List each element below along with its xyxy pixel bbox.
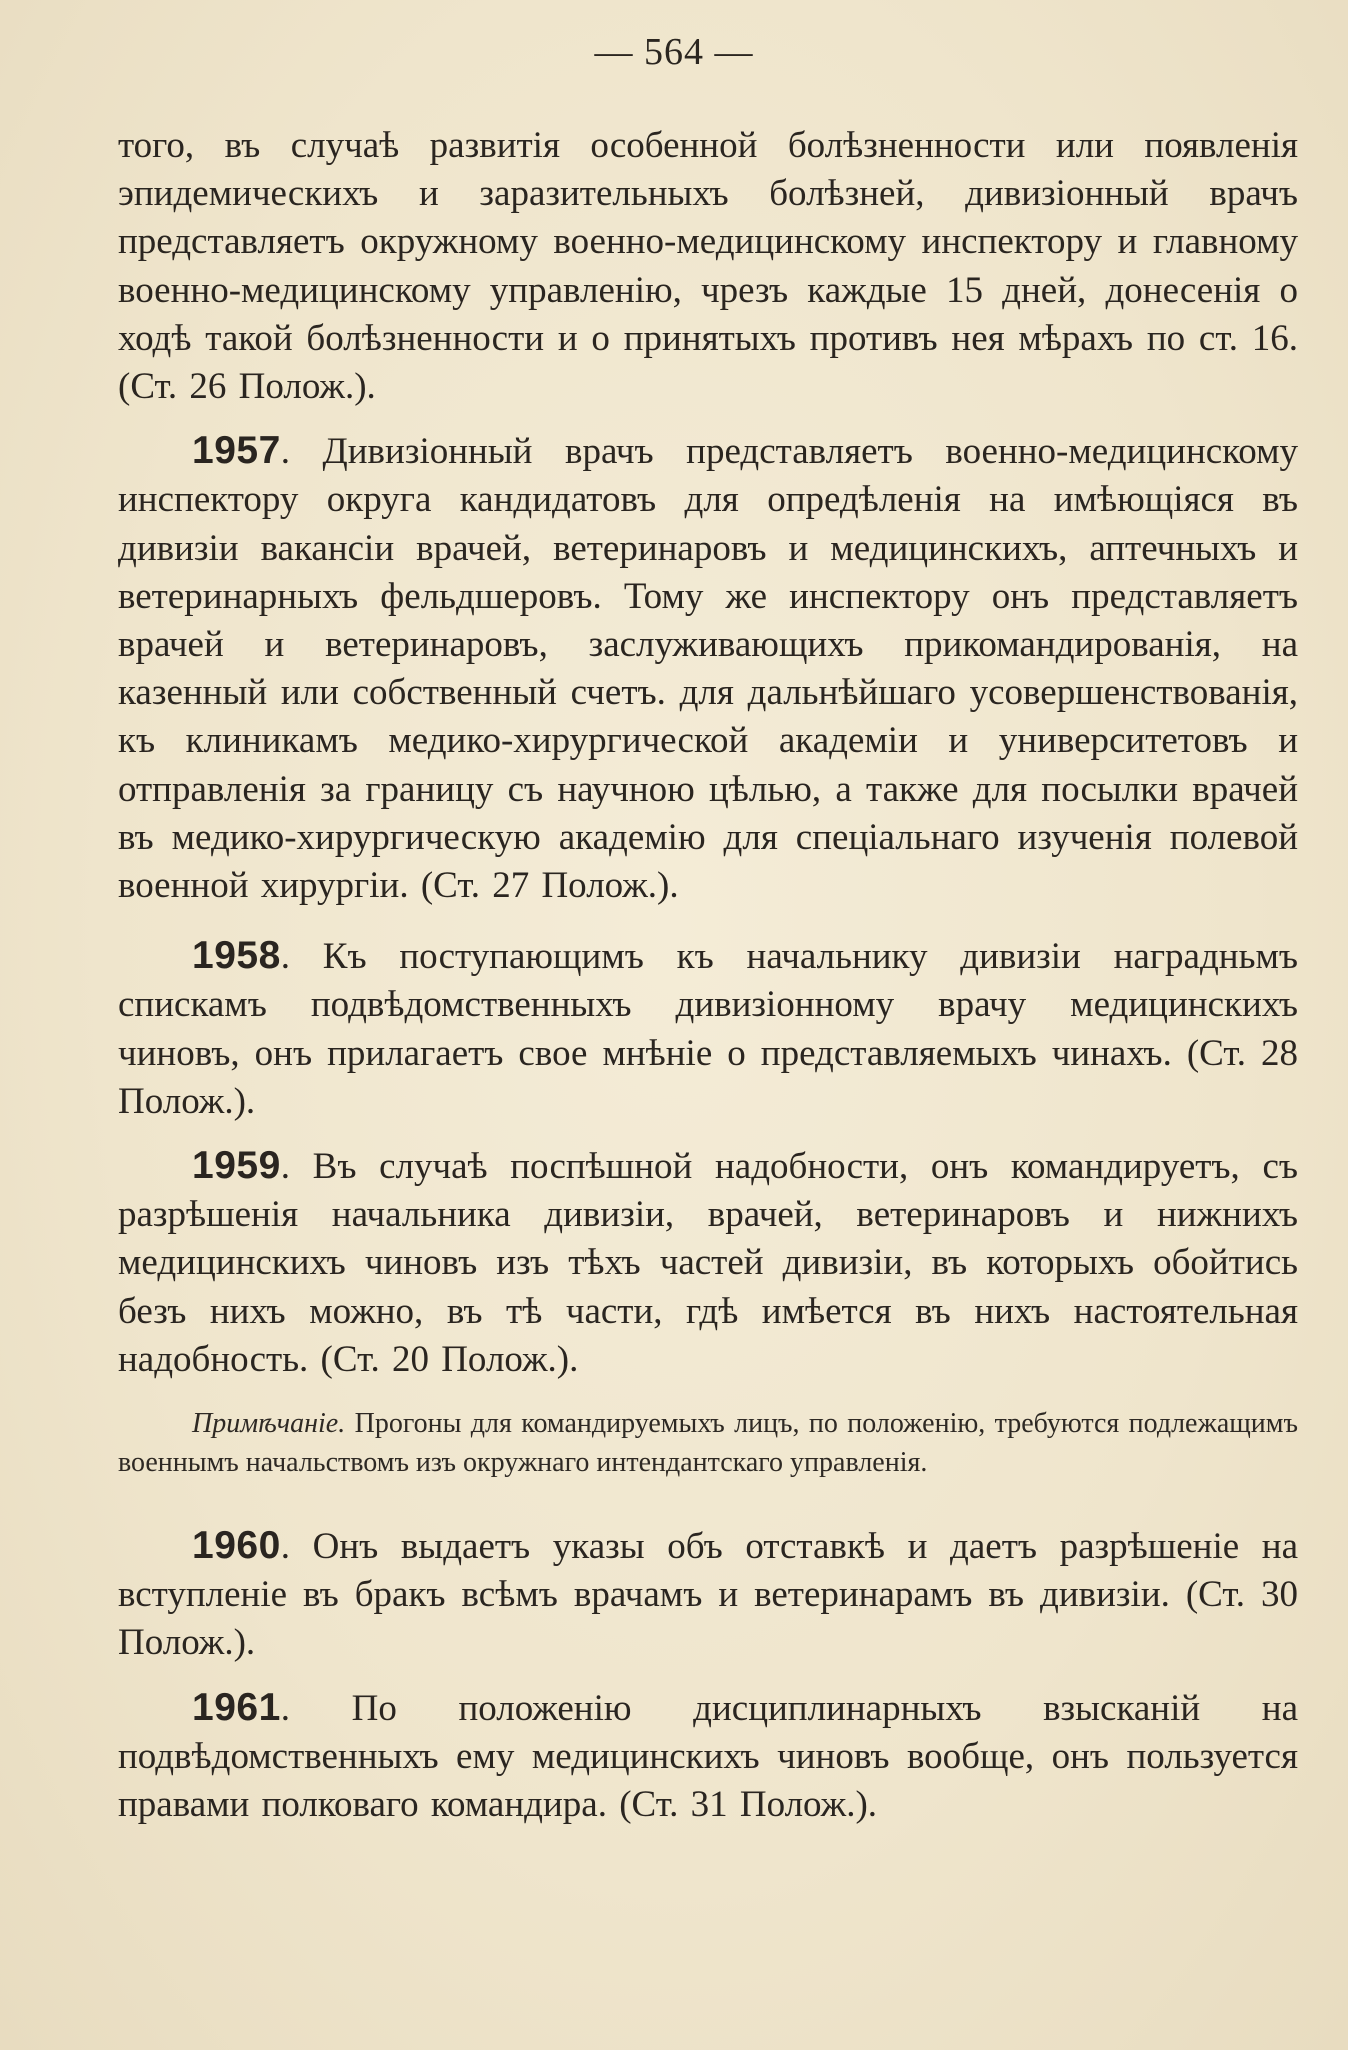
article-text: . Въ случаѣ поспѣшной надобности, онъ командируетъ, съ разрѣшенія начальника дивизіи, врачей, ветеринаровъ и нижнихъ медицинскихъ чиновъ изъ тѣхъ частей дивизіи, въ которыхъ обойтись безъ нихъ можно, въ тѣ части, гдѣ имѣется въ нихъ настоятельная надобность. (Ст. 20 Полож.). xyxy=(118,1146,1298,1380)
page-number: — 564 — xyxy=(594,31,754,73)
page-body xyxy=(118,122,1298,1829)
article-1958 xyxy=(118,932,1298,1126)
article-1957 xyxy=(118,427,1298,910)
article-1961 xyxy=(118,1684,1298,1830)
article-text: . Дивизіонный врачъ представляетъ военно-медицинскому инспектору округа кандидатовъ для опредѣленія на имѣющіяся въ дивизіи вакансіи врачей, ветеринаровъ и медицинскихъ, аптечныхъ и ветеринарныхъ фельдшеровъ. Тому же инспектору онъ представляетъ врачей и ветеринаровъ, заслуживающихъ прикомандированія, на казенный или собственный счетъ. для дальнѣйшаго усовершенствованія, къ клиникамъ медико-хирургической академіи и университетовъ и отправленія за границу съ научною цѣлью, а также для посылки врачей въ медико-хирургическую академію для спеціальнаго изученія полевой военной хирургіи. (Ст. 27 Полож.). xyxy=(118,431,1298,907)
article-number: 1958 xyxy=(192,934,281,978)
article-number: 1961 xyxy=(192,1685,281,1729)
article-text: . По положенію дисциплинарныхъ взысканій на подвѣдомственныхъ ему медицинскихъ чиновъ вообще, онъ пользуется правами полковаго командира. (Ст. 31 Полож.). xyxy=(118,1687,1298,1826)
article-number: 1959 xyxy=(192,1144,281,1188)
article-number: 1960 xyxy=(192,1524,281,1568)
article-number: 1957 xyxy=(192,429,281,473)
note-text: Прогоны для командируемыхъ лицъ, по положенію, требуются подлежащимъ военнымъ начальствомъ изъ окружнаго интендантскаго управленія. xyxy=(118,1408,1298,1479)
article-text: . Къ поступающимъ къ начальнику дивизіи наградньмъ спискамъ подвѣдомственныхъ дивизіонному врачу медицинскихъ чиновъ, онъ прилагаетъ свое мнѣніе о представляемыхъ чинахъ. (Ст. 28 Полож.). xyxy=(118,936,1298,1122)
article-text: . Онъ выдаетъ указы объ отставкѣ и даетъ разрѣшеніе на вступленіе въ бракъ всѣмъ врачамъ и ветеринарамъ въ дивизіи. (Ст. 30 Полож.). xyxy=(118,1526,1298,1664)
footnote-remark xyxy=(118,1404,1298,1482)
note-label: Примѣчаніе. xyxy=(192,1408,346,1440)
paragraph-continuation xyxy=(118,122,1298,411)
article-1959 xyxy=(118,1142,1298,1384)
paragraph-text: того, въ случаѣ развитія особенной болѣзненности или появленія эпидемическихъ и заразительныхъ болѣзней, дивизіонный врачъ представляетъ окружному военно-медицинскому инспектору и главному военно-медицинскому управленію, чрезъ каждые 15 дней, донесенія о ходѣ такой болѣзненности и о принятыхъ противъ нея мѣрахъ по ст. 16. (Ст. 26 Полож.). xyxy=(118,125,1298,408)
article-1960 xyxy=(118,1522,1298,1668)
